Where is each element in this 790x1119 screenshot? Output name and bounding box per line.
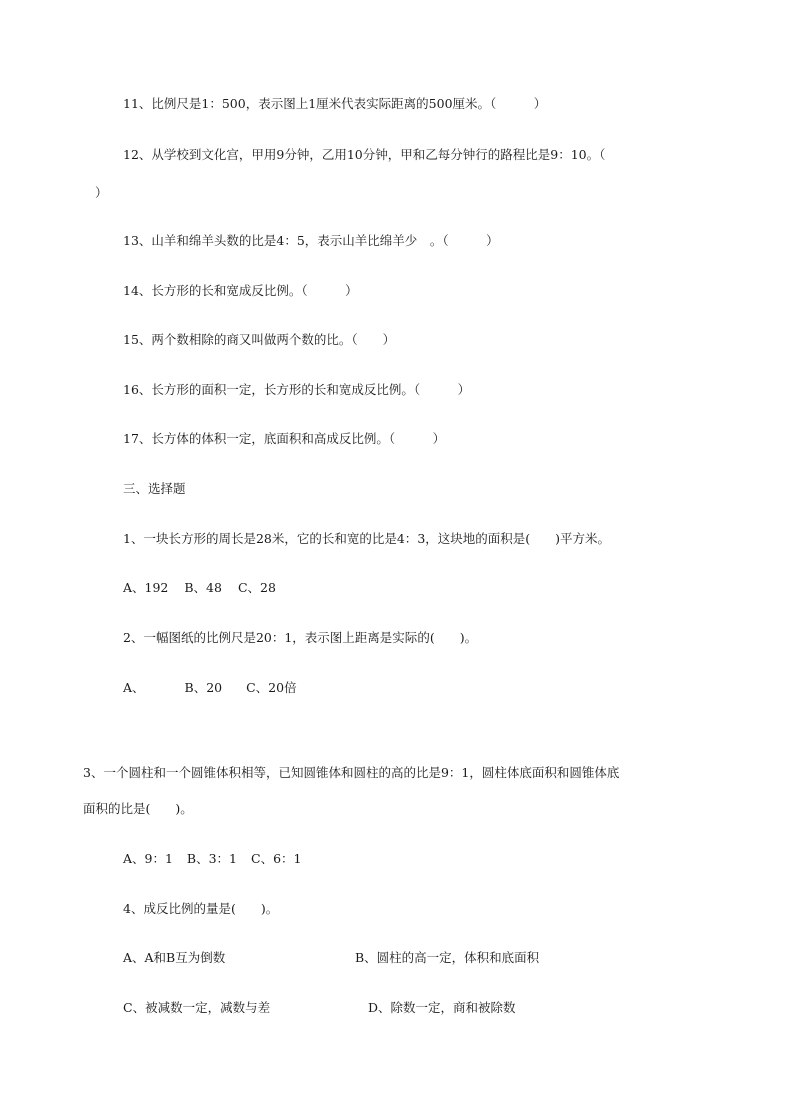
choice-question-2: 2、一幅图纸的比例尺是20：1，表示图上距离是实际的( )。 xyxy=(123,630,478,645)
choice-question-3-line-2: 面积的比是( )。 xyxy=(83,801,193,816)
question-12: 12、从学校到文化宫，甲用9分钟，乙用10分钟，甲和乙每分钟行的路程比是9：10。（ xyxy=(123,147,606,162)
choice-2-option-b: B、20 xyxy=(184,680,223,695)
choice-2-options xyxy=(123,680,297,696)
choice-2-option-c: C、20倍 xyxy=(246,680,297,695)
question-17: 17、长方体的体积一定，底面积和高成反比例。（ ） xyxy=(123,431,446,446)
choice-question-3-line-1: 3、一个圆柱和一个圆锥体积相等，已知圆锥体和圆柱的高的比是9：1，圆柱体底面积和圆锥体底 xyxy=(83,765,620,780)
choice-4-option-c: C、被减数一定，减数与差 xyxy=(123,1000,271,1015)
choice-3-option-a: A、9：1 xyxy=(123,851,173,866)
question-15: 15、两个数相除的商又叫做两个数的比。（ ） xyxy=(123,332,396,347)
choice-question-4: 4、成反比例的量是( )。 xyxy=(123,901,279,916)
choice-1-option-a: A、192 xyxy=(123,580,169,595)
choice-3-option-b: B、3：1 xyxy=(186,851,238,866)
choice-1-option-c: C、28 xyxy=(237,580,276,595)
choice-1-option-b: B、48 xyxy=(184,580,222,595)
choice-1-options xyxy=(123,580,276,596)
question-16: 16、长方形的面积一定，长方形的长和宽成反比例。（ ） xyxy=(123,382,471,397)
question-12-paren-close: ） xyxy=(95,185,108,200)
choice-2-option-a: A、 xyxy=(123,680,145,695)
choice-4-option-b: B、圆柱的高一定，体积和底面积 xyxy=(355,950,540,965)
choice-3-option-c: C、6：1 xyxy=(251,851,302,866)
question-14: 14、长方形的长和宽成反比例。（ ） xyxy=(123,283,358,298)
choice-question-1: 1、一块长方形的周长是28米，它的长和宽的比是4：3，这块地的面积是( )平方米。 xyxy=(123,531,611,546)
choice-4-option-a: A、A和B互为倒数 xyxy=(123,950,226,965)
choice-3-options xyxy=(123,851,301,867)
question-13: 13、山羊和绵羊头数的比是4：5，表示山羊比绵羊少 。（ ） xyxy=(123,233,499,248)
choice-4-option-d: D、除数一定，商和被除数 xyxy=(368,1000,516,1015)
section-title: 三、选择题 xyxy=(123,481,186,496)
question-11: 11、比例尺是1：500，表示图上1厘米代表实际距离的500厘米。（ ） xyxy=(123,96,547,111)
